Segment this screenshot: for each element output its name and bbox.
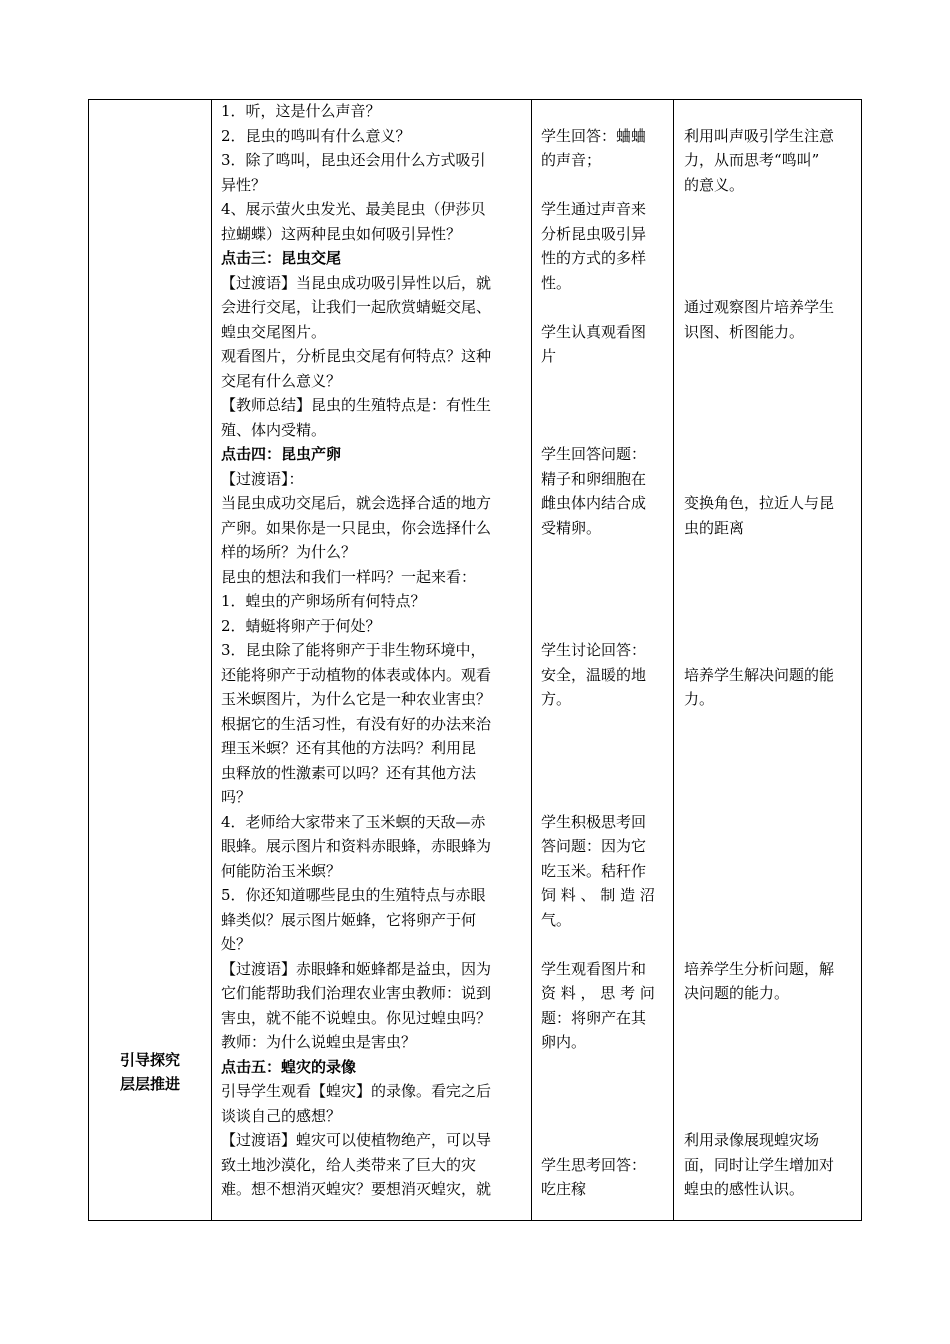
teacher-text-line: 谈谈自己的感想？ xyxy=(221,1106,342,1125)
teacher-text-line: 吗？ xyxy=(221,788,252,806)
teacher-text-line: 1．蝗虫的产卵场所有何特点？ xyxy=(221,592,426,610)
teacher-text-line: 它们能帮助我们治理农业害虫教师：说到 xyxy=(221,984,492,1002)
student-text-line: 资 料 ， 思 考 问 xyxy=(541,984,655,1002)
purpose-text-line: 决问题的能力。 xyxy=(684,984,790,1002)
student-text-line: 学生观看图片和 xyxy=(541,959,647,978)
student-text-line: 分析昆虫吸引异 xyxy=(541,224,647,243)
teacher-text-line: 点击五：蝗灾的录像 xyxy=(221,1057,357,1076)
teacher-text-line: 【教师总结】昆虫的生殖特点是：有性生 xyxy=(221,396,492,414)
teacher-text-line: 点击三：昆虫交尾 xyxy=(221,249,342,267)
teacher-text-line: 点击四：昆虫产卵 xyxy=(221,445,342,463)
teacher-text-line: 蝗虫交尾图片。 xyxy=(221,322,327,341)
purpose-text-line: 力，从而思考“鸣叫” xyxy=(684,151,820,169)
stage-label xyxy=(89,1048,211,1096)
teacher-text-line: 4、展示萤火虫发光、最美昆虫（伊莎贝 xyxy=(221,200,486,218)
teacher-text-line: 难。想不想消灭蝗灾？要想消灭蝗灾，就 xyxy=(221,1180,492,1198)
student-text-line: 安全，温暖的地 xyxy=(541,665,647,684)
teacher-text-line: 致土地沙漠化，给人类带来了巨大的灾 xyxy=(221,1155,477,1174)
purpose-text-line: 力。 xyxy=(684,690,715,708)
teacher-text-line: 异性？ xyxy=(221,175,267,194)
teacher-text-line: 当昆虫成功交尾后，就会选择合适的地方 xyxy=(221,494,492,512)
teacher-text-line: 眼蜂。展示图片和资料赤眼蜂，赤眼蜂为 xyxy=(221,837,492,855)
teacher-text-line: 【过渡语】赤眼蜂和姬蜂都是益虫，因为 xyxy=(221,959,492,978)
purpose-text-line: 虫的距离 xyxy=(684,518,745,537)
purpose-text-line: 的意义。 xyxy=(684,175,745,194)
student-text-line: 学生通过声音来 xyxy=(541,200,647,218)
purpose-text-line: 利用叫声吸引学生注意 xyxy=(684,126,835,145)
purpose-text-line: 培养学生解决问题的能 xyxy=(684,665,835,684)
student-text-line: 学生回答：蛐蛐 xyxy=(541,126,647,145)
teacher-text-line: 交尾有什么意义？ xyxy=(221,371,342,390)
teacher-text-line: 引导学生观看【蝗灾】的录像。看完之后 xyxy=(221,1082,492,1100)
teacher-text-line: 3．昆虫除了能将卵产于非生物环境中， xyxy=(221,641,486,659)
purpose-text-line: 通过观察图片培养学生 xyxy=(684,298,835,316)
student-text-line: 学生思考回答： xyxy=(541,1155,647,1174)
teacher-text-line: 何能防治玉米螟？ xyxy=(221,861,342,880)
student-text-line: 学生认真观看图 xyxy=(541,322,647,341)
teacher-text-line: 害虫，就不能不说蝗虫。你见过蝗虫吗？ xyxy=(221,1008,492,1027)
teacher-text-line: 【过渡语】当昆虫成功吸引异性以后，就 xyxy=(221,273,492,292)
student-text-line: 雌虫体内结合成 xyxy=(541,494,647,512)
teacher-text-line: 1．听，这是什么声音？ xyxy=(221,102,381,120)
teacher-text-line: 拉蝴蝶）这两种昆虫如何吸引异性？ xyxy=(221,224,462,243)
teacher-text-line: 样的场所？为什么？ xyxy=(221,543,357,561)
teacher-text-line: 【过渡语】蝗灾可以使植物绝产，可以导 xyxy=(221,1131,492,1149)
student-text-line: 方。 xyxy=(541,690,572,708)
lesson-table xyxy=(88,99,862,1221)
student-text-line: 卵内。 xyxy=(541,1033,587,1051)
student-text-line: 学生积极思考回 xyxy=(541,812,647,831)
student-text-line: 性的方式的多样 xyxy=(541,249,647,267)
student-text-line: 片 xyxy=(541,347,557,365)
teacher-text-line: 理玉米螟？还有其他的方法吗？利用昆 xyxy=(221,739,477,757)
teacher-text-line: 还能将卵产于动植物的体表或体内。观看 xyxy=(221,665,492,684)
student-text-line: 吃玉米。秸秆作 xyxy=(541,861,647,880)
student-text-line: 受精卵。 xyxy=(541,518,602,537)
teacher-text-line: 虫释放的性激素可以吗？还有其他方法 xyxy=(221,763,477,782)
student-text-line: 饲 料 、 制 造 沼 xyxy=(541,886,655,904)
purpose-text-line: 培养学生分析问题，解 xyxy=(684,959,835,978)
teacher-text-line: 4．老师给大家带来了玉米螟的天敌—赤 xyxy=(221,812,486,831)
purpose-text-line: 识图、析图能力。 xyxy=(684,322,805,341)
student-text-line: 的声音； xyxy=(541,151,602,169)
teacher-text-line: 蜂类似？展示图片姬蜂，它将卵产于何 xyxy=(221,910,477,929)
teacher-text-line: 会进行交尾，让我们一起欣赏蜻蜓交尾、 xyxy=(221,298,492,316)
teacher-text-line: 【过渡语】： xyxy=(221,469,304,488)
stage-label-line-2: 层层推进 xyxy=(119,1075,180,1093)
student-text-line: 学生回答问题： xyxy=(541,445,647,463)
column-divider xyxy=(531,100,532,1220)
teacher-text-line: 产卵。如果你是一只昆虫，你会选择什么 xyxy=(221,518,492,537)
student-text-line: 答问题：因为它 xyxy=(541,837,647,855)
student-text-line: 性。 xyxy=(541,273,572,292)
student-text-line: 学生讨论回答： xyxy=(541,641,647,659)
student-text-line: 精子和卵细胞在 xyxy=(541,469,647,488)
teacher-text-line: 昆虫的想法和我们一样吗？一起来看： xyxy=(221,567,477,586)
student-text-line: 题：将卵产在其 xyxy=(541,1008,647,1027)
teacher-text-line: 2．蜻蜓将卵产于何处？ xyxy=(221,616,381,635)
purpose-text-line: 变换角色，拉近人与昆 xyxy=(684,494,835,512)
purpose-text-line: 面，同时让学生增加对 xyxy=(684,1155,835,1174)
teacher-text-line: 5．你还知道哪些昆虫的生殖特点与赤眼 xyxy=(221,886,486,904)
teacher-text-line: 教师：为什么说蝗虫是害虫？ xyxy=(221,1033,417,1051)
column-divider xyxy=(673,100,674,1220)
teacher-text-line: 殖、体内受精。 xyxy=(221,420,327,439)
purpose-text-line: 蝗虫的感性认识。 xyxy=(684,1180,805,1198)
teacher-text-line: 观看图片，分析昆虫交尾有何特点？这种 xyxy=(221,347,492,365)
student-text-line: 气。 xyxy=(541,910,572,929)
teacher-text-line: 处？ xyxy=(221,935,252,953)
teacher-text-line: 3．除了鸣叫，昆虫还会用什么方式吸引 xyxy=(221,151,486,169)
purpose-text-line: 利用录像展现蝗灾场 xyxy=(684,1131,820,1149)
stage-label-line-1: 引导探究 xyxy=(119,1051,180,1069)
column-divider xyxy=(211,100,212,1220)
teacher-text-line: 2．昆虫的鸣叫有什么意义？ xyxy=(221,126,411,145)
student-text-line: 吃庄稼 xyxy=(541,1180,587,1198)
teacher-text-line: 根据它的生活习性，有没有好的办法来治 xyxy=(221,714,492,733)
teacher-text-line: 玉米螟图片，为什么它是一种农业害虫？ xyxy=(221,690,492,708)
